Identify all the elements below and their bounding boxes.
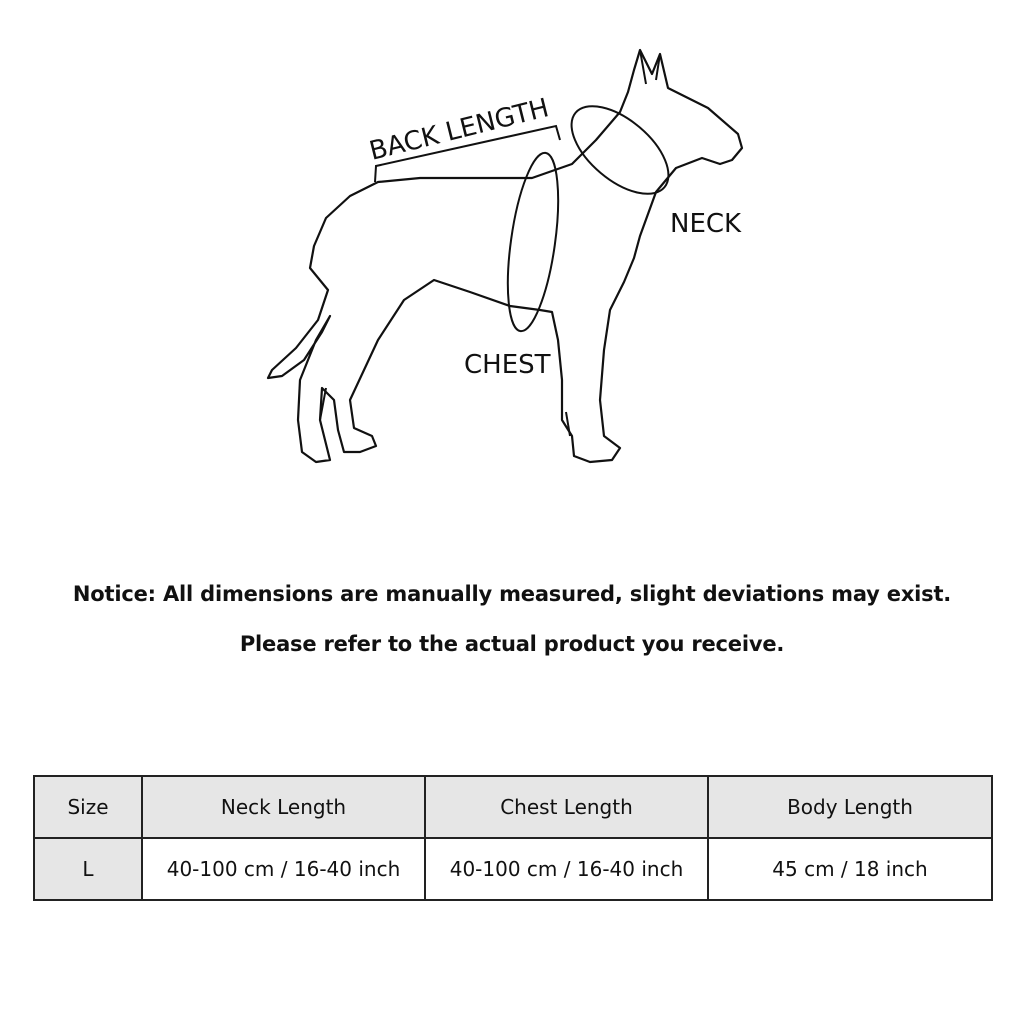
- header-size: Size: [34, 776, 142, 838]
- table-row: [34, 838, 992, 900]
- chest-label: CHEST: [464, 350, 551, 380]
- header-chest-length: Chest Length: [425, 776, 708, 838]
- notice-line-1: Notice: All dimensions are manually measured, slight deviations may exist.: [72, 582, 952, 606]
- header-neck-length: Neck Length: [142, 776, 425, 838]
- back-length-label: BACK LENGTH: [366, 93, 552, 167]
- neck-label: NECK: [670, 209, 742, 239]
- cell-neck-length: 40-100 cm / 16-40 inch: [142, 838, 425, 900]
- size-table: [33, 775, 993, 901]
- table-header-row: [34, 776, 992, 838]
- cell-body-length: 45 cm / 18 inch: [708, 838, 992, 900]
- cell-size: L: [34, 838, 142, 900]
- header-body-length: Body Length: [708, 776, 992, 838]
- notice-line-2: Please refer to the actual product you receive.: [239, 632, 785, 656]
- cell-chest-length: 40-100 cm / 16-40 inch: [425, 838, 708, 900]
